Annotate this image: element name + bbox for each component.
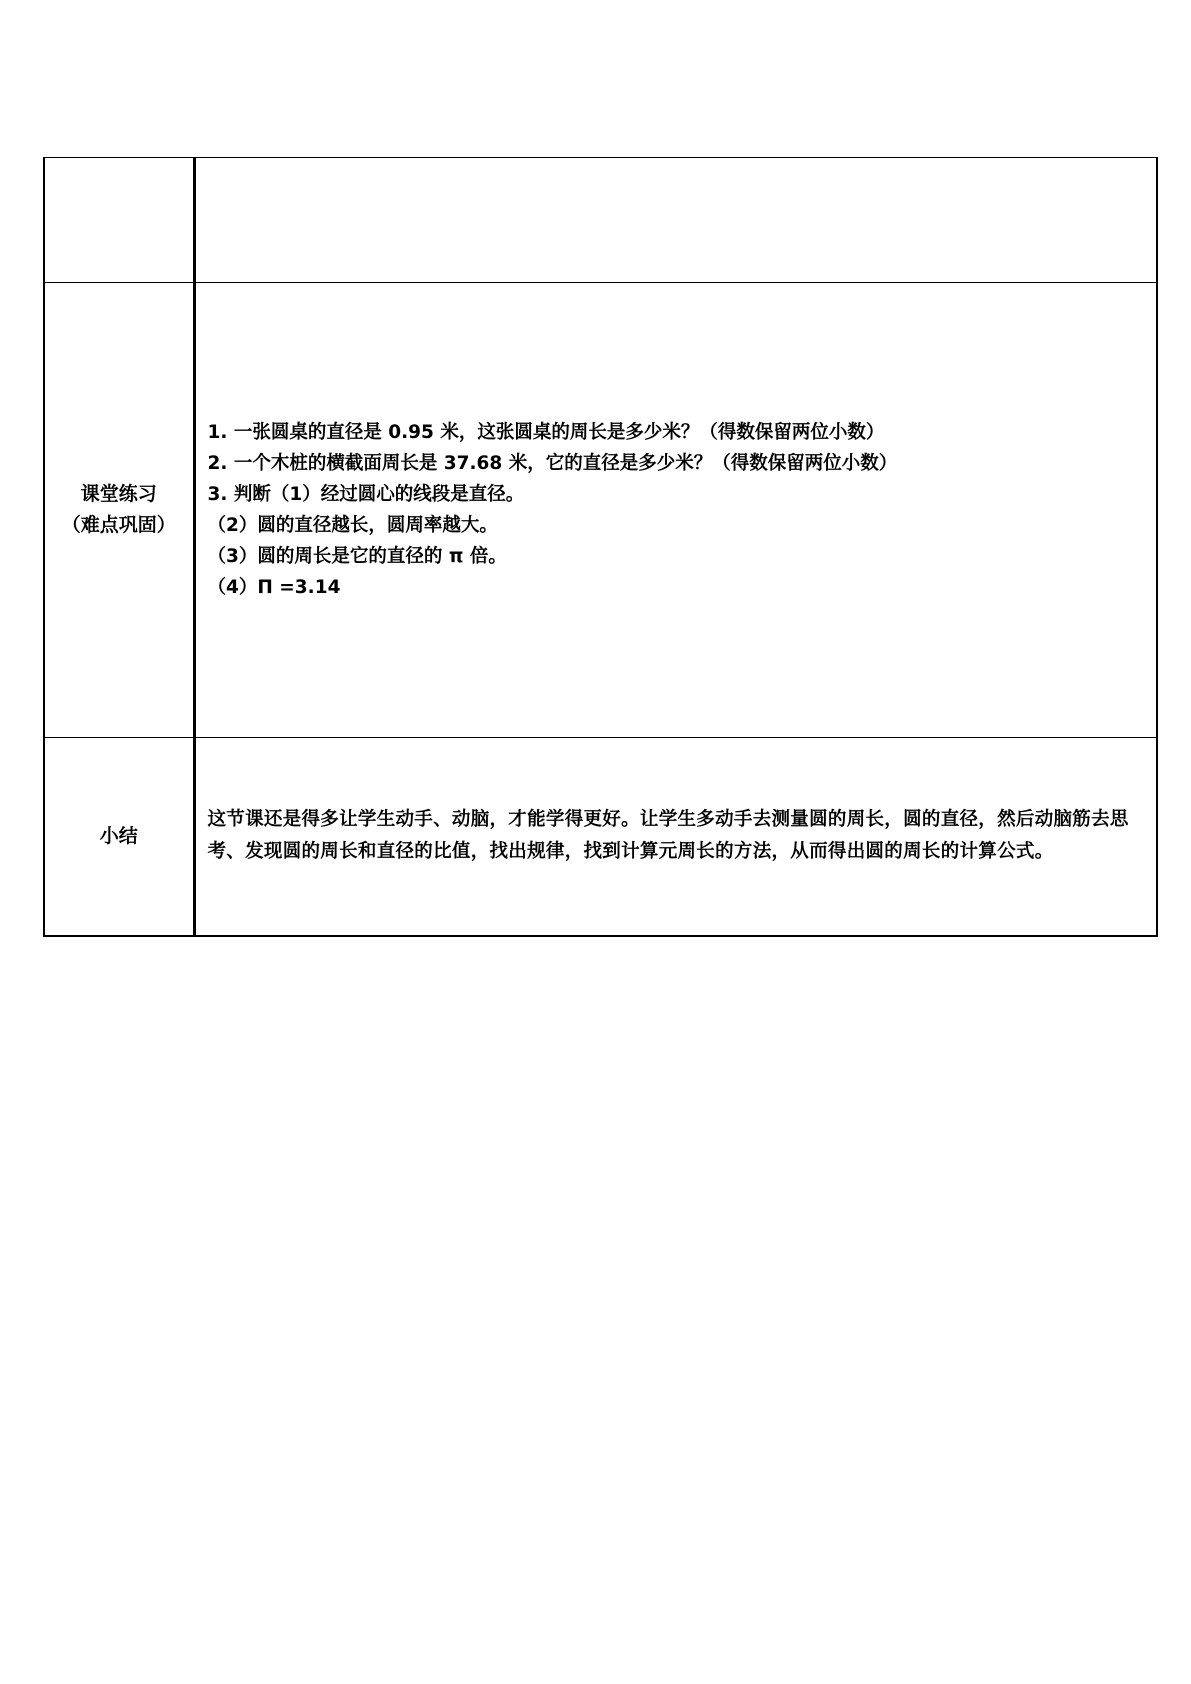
exercise-3-4: （4）Π =3.14	[207, 577, 341, 598]
exercise-1: 1. 一张圆桌的直径是 0.95 米，这张圆桌的周长是多少米？（得数保留两位小数）	[207, 422, 885, 443]
table-row-summary	[44, 738, 1157, 936]
content-cell-blank	[194, 158, 1157, 283]
summary-label: 小结	[99, 824, 138, 847]
exercise-3: 3. 判断（1）经过圆心的线段是直径。	[207, 484, 525, 505]
content-cell-summary	[194, 738, 1157, 936]
exercise-3-2: （2）圆的直径越长，圆周率越大。	[207, 515, 498, 536]
practice-label: 课堂练习	[80, 483, 157, 505]
content-cell-practice	[194, 283, 1157, 738]
label-cell-practice	[44, 283, 194, 738]
summary-text: 这节课还是得多让学生动手、动脑，才能学得更好。让学生多动手去测量圆的周长，圆的直径，然后动脑筋去思考、发现圆的周长和直径的比值，找出规律，找到计算元周长的方法，从而得出圆的周长的计算公式。	[207, 809, 1129, 863]
exercise-2: 2. 一个木桩的横截面周长是 37.68 米，它的直径是多少米？（得数保留两位小数）	[207, 453, 898, 474]
practice-sublabel: （难点巩固）	[61, 514, 176, 536]
label-cell-summary	[44, 738, 194, 936]
exercise-3-3: （3）圆的周长是它的直径的 π 倍。	[207, 546, 507, 567]
lesson-plan-table	[43, 157, 1158, 937]
table-row-blank	[44, 158, 1157, 283]
table-row-practice	[44, 283, 1157, 738]
label-cell-blank	[44, 158, 194, 283]
